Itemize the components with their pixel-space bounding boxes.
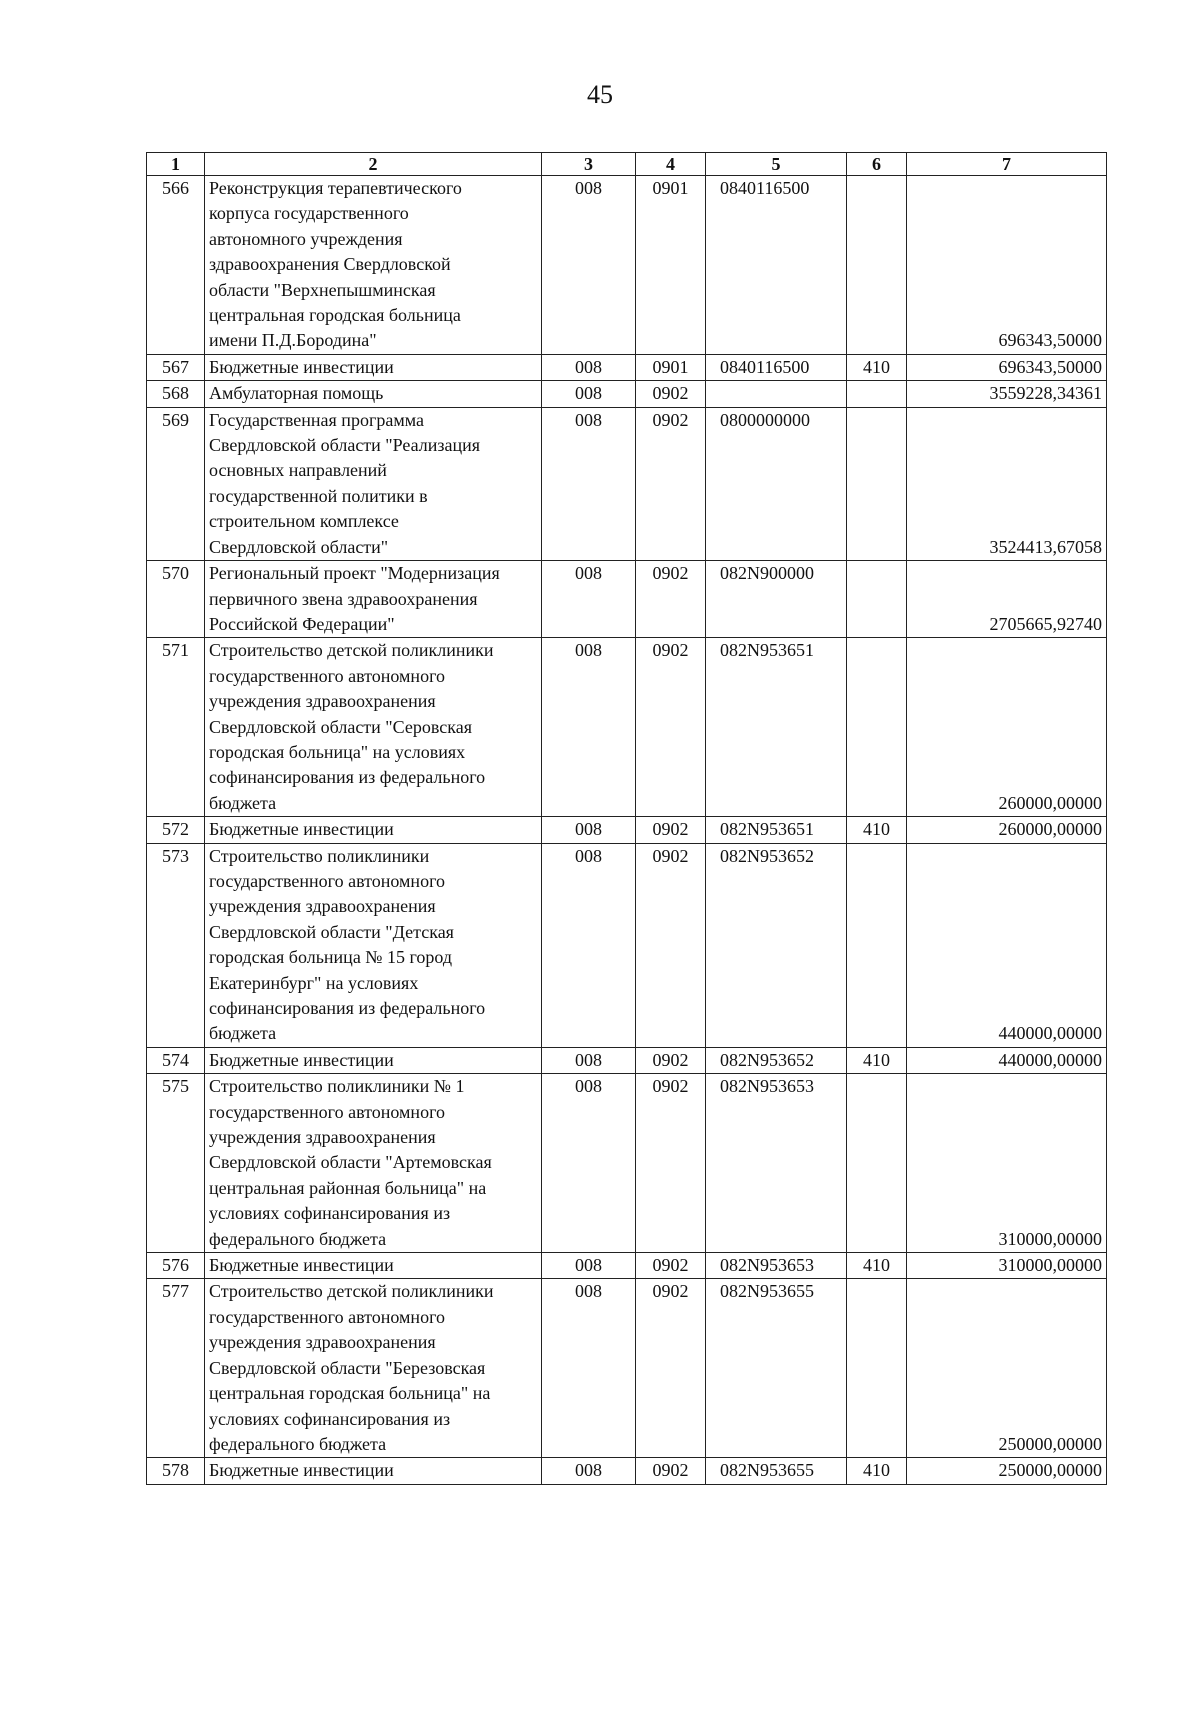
header-cell: 2: [205, 153, 542, 176]
item-name-line: Реконструкция терапевтического: [209, 178, 462, 198]
item-name-line: государственного автономного: [209, 870, 446, 891]
ministry-code-cell: 008: [542, 1279, 636, 1458]
item-name-line: государственного автономного: [209, 665, 446, 686]
target-article-cell: 0800000000: [706, 407, 847, 560]
amount-cell: 440000,00000: [907, 1047, 1107, 1073]
header-cell: 7: [907, 153, 1107, 176]
expense-type-cell: [847, 176, 907, 355]
item-name-line: Бюджетные инвестиции: [209, 1255, 394, 1276]
item-name-line: Бюджетные инвестиции: [209, 356, 394, 377]
table-row: [147, 1074, 1107, 1253]
table-row: [147, 1253, 1107, 1279]
item-name-line: софинансирования из федерального: [209, 998, 486, 1018]
section-code-cell: 0902: [636, 1279, 706, 1458]
item-name-line: Свердловской области "Березовская: [209, 1357, 486, 1378]
item-name-line: здравоохранения Свердловской: [209, 254, 451, 275]
item-name-line: Российской Федерации": [209, 613, 395, 634]
section-code-cell: 0902: [636, 817, 706, 843]
row-number-cell: 578: [147, 1458, 205, 1484]
ministry-code-cell: 008: [542, 561, 636, 638]
item-name-cell: [205, 561, 542, 638]
amount-cell: 696343,50000: [907, 176, 1107, 355]
row-number-cell: 569: [147, 407, 205, 560]
item-name-line: корпуса государственного: [209, 203, 409, 224]
item-name-cell: [205, 407, 542, 560]
item-name-line: городская больница № 15 город: [209, 947, 453, 968]
item-name-line: государственного автономного: [209, 1101, 446, 1122]
ministry-code-cell: 008: [542, 407, 636, 560]
ministry-code-cell: 008: [542, 176, 636, 355]
item-name-cell: [205, 1279, 542, 1458]
item-name-cell: [205, 1458, 542, 1484]
item-name-line: учреждения здравоохранения: [209, 1332, 436, 1353]
section-code-cell: 0902: [636, 1074, 706, 1253]
expense-type-cell: 410: [847, 1047, 907, 1073]
item-name-line: государственной политики в: [209, 485, 428, 506]
item-name-line: центральная районная больница" на: [209, 1177, 487, 1198]
item-name-line: Бюджетные инвестиции: [209, 1460, 394, 1481]
target-article-cell: 082N953651: [706, 638, 847, 817]
item-name-line: Амбулаторная помощь: [209, 383, 384, 404]
item-name-line: Свердловской области "Артемовская: [209, 1152, 492, 1173]
ministry-code-cell: 008: [542, 1047, 636, 1073]
table-row: [147, 407, 1107, 560]
item-name-line: Строительство поликлиники: [209, 845, 430, 866]
item-name-line: области "Верхнепышминская: [209, 279, 436, 300]
section-code-cell: 0902: [636, 1047, 706, 1073]
item-name-line: федерального бюджета: [209, 1228, 387, 1249]
row-number-cell: 568: [147, 381, 205, 407]
expense-type-cell: [847, 407, 907, 560]
ministry-code-cell: 008: [542, 817, 636, 843]
row-number-cell: 572: [147, 817, 205, 843]
section-code-cell: 0902: [636, 1253, 706, 1279]
amount-cell: 260000,00000: [907, 817, 1107, 843]
target-article-cell: 082N900000: [706, 561, 847, 638]
budget-table: [146, 152, 1107, 1485]
target-article-cell: 0840116500: [706, 354, 847, 380]
item-name-cell: [205, 381, 542, 407]
section-code-cell: 0901: [636, 176, 706, 355]
row-number-cell: 573: [147, 843, 205, 1047]
section-code-cell: 0902: [636, 407, 706, 560]
row-number-cell: 575: [147, 1074, 205, 1253]
item-name-cell: [205, 843, 542, 1047]
item-name-line: Свердловской области": [209, 536, 389, 557]
expense-type-cell: 410: [847, 1253, 907, 1279]
amount-cell: 260000,00000: [907, 638, 1107, 817]
item-name-line: условиях софинансирования из: [209, 1203, 451, 1224]
item-name-line: бюджета: [209, 1023, 277, 1044]
target-article-cell: 082N953651: [706, 817, 847, 843]
item-name-line: центральная городская больница" на: [209, 1383, 491, 1404]
item-name-cell: [205, 1253, 542, 1279]
header-cell: 6: [847, 153, 907, 176]
expense-type-cell: [847, 1279, 907, 1458]
section-code-cell: 0902: [636, 638, 706, 817]
item-name-line: городская больница" на условиях: [209, 741, 466, 762]
ministry-code-cell: 008: [542, 638, 636, 817]
item-name-line: Свердловской области "Детская: [209, 921, 454, 942]
expense-type-cell: [847, 843, 907, 1047]
item-name-cell: [205, 1047, 542, 1073]
expense-type-cell: [847, 638, 907, 817]
item-name-line: автономного учреждения: [209, 228, 403, 249]
target-article-cell: [706, 381, 847, 407]
table-row: [147, 817, 1107, 843]
row-number-cell: 577: [147, 1279, 205, 1458]
row-number-cell: 571: [147, 638, 205, 817]
header-cell: 5: [706, 153, 847, 176]
target-article-cell: 082N953655: [706, 1279, 847, 1458]
item-name-line: учреждения здравоохранения: [209, 691, 436, 712]
item-name-line: Екатеринбург" на условиях: [209, 972, 419, 993]
item-name-line: Свердловской области "Реализация: [209, 435, 481, 456]
item-name-line: софинансирования из федерального: [209, 767, 486, 788]
section-code-cell: 0901: [636, 354, 706, 380]
amount-cell: 250000,00000: [907, 1458, 1107, 1484]
item-name-line: Бюджетные инвестиции: [209, 1049, 394, 1070]
section-code-cell: 0902: [636, 561, 706, 638]
amount-cell: 2705665,92740: [907, 561, 1107, 638]
item-name-line: Государственная программа: [209, 409, 424, 430]
table-row: [147, 176, 1107, 355]
target-article-cell: 082N953653: [706, 1074, 847, 1253]
item-name-line: центральная городская больница: [209, 305, 461, 326]
expense-type-cell: [847, 1074, 907, 1253]
item-name-line: первичного звена здравоохранения: [209, 588, 478, 609]
amount-cell: 696343,50000: [907, 354, 1107, 380]
item-name-line: Строительство детской поликлиники: [209, 1281, 494, 1302]
item-name-line: Региональный проект "Модернизация: [209, 563, 500, 584]
amount-cell: 250000,00000: [907, 1279, 1107, 1458]
table-row: [147, 638, 1107, 817]
section-code-cell: 0902: [636, 381, 706, 407]
item-name-line: бюджета: [209, 792, 277, 813]
target-article-cell: 082N953653: [706, 1253, 847, 1279]
row-number-cell: 567: [147, 354, 205, 380]
expense-type-cell: 410: [847, 354, 907, 380]
item-name-cell: [205, 176, 542, 355]
table-row: [147, 381, 1107, 407]
item-name-cell: [205, 817, 542, 843]
table-row: [147, 1047, 1107, 1073]
ministry-code-cell: 008: [542, 381, 636, 407]
target-article-cell: 082N953652: [706, 1047, 847, 1073]
table-row: [147, 354, 1107, 380]
ministry-code-cell: 008: [542, 1253, 636, 1279]
item-name-line: строительном комплексе: [209, 511, 399, 532]
header-cell: 4: [636, 153, 706, 176]
item-name-line: условиях софинансирования из: [209, 1408, 451, 1429]
item-name-line: федерального бюджета: [209, 1433, 387, 1454]
section-code-cell: 0902: [636, 843, 706, 1047]
ministry-code-cell: 008: [542, 1074, 636, 1253]
row-number-cell: 570: [147, 561, 205, 638]
expense-type-cell: 410: [847, 817, 907, 843]
row-number-cell: 566: [147, 176, 205, 355]
expense-type-cell: [847, 561, 907, 638]
item-name-line: учреждения здравоохранения: [209, 1127, 436, 1148]
ministry-code-cell: 008: [542, 354, 636, 380]
table-row: [147, 561, 1107, 638]
item-name-line: Свердловской области "Серовская: [209, 716, 472, 737]
item-name-cell: [205, 638, 542, 817]
item-name-cell: [205, 354, 542, 380]
header-cell: 1: [147, 153, 205, 176]
table-header-row: [147, 153, 1107, 176]
table-row: [147, 843, 1107, 1047]
item-name-line: учреждения здравоохранения: [209, 896, 436, 917]
amount-cell: 440000,00000: [907, 843, 1107, 1047]
item-name-line: Строительство детской поликлиники: [209, 640, 494, 661]
table-row: [147, 1279, 1107, 1458]
ministry-code-cell: 008: [542, 1458, 636, 1484]
target-article-cell: 0840116500: [706, 176, 847, 355]
item-name-line: имени П.Д.Бородина": [209, 330, 377, 351]
item-name-cell: [205, 1074, 542, 1253]
target-article-cell: 082N953655: [706, 1458, 847, 1484]
item-name-line: основных направлений: [209, 460, 387, 481]
page-number: 45: [587, 80, 613, 109]
table-row: [147, 1458, 1107, 1484]
expense-type-cell: [847, 381, 907, 407]
row-number-cell: 574: [147, 1047, 205, 1073]
section-code-cell: 0902: [636, 1458, 706, 1484]
item-name-line: государственного автономного: [209, 1306, 446, 1327]
ministry-code-cell: 008: [542, 843, 636, 1047]
item-name-line: Бюджетные инвестиции: [209, 819, 394, 840]
amount-cell: 3524413,67058: [907, 407, 1107, 560]
expense-type-cell: 410: [847, 1458, 907, 1484]
item-name-line: Строительство поликлиники № 1: [209, 1076, 465, 1097]
amount-cell: 310000,00000: [907, 1253, 1107, 1279]
amount-cell: 3559228,34361: [907, 381, 1107, 407]
row-number-cell: 576: [147, 1253, 205, 1279]
amount-cell: 310000,00000: [907, 1074, 1107, 1253]
header-cell: 3: [542, 153, 636, 176]
target-article-cell: 082N953652: [706, 843, 847, 1047]
